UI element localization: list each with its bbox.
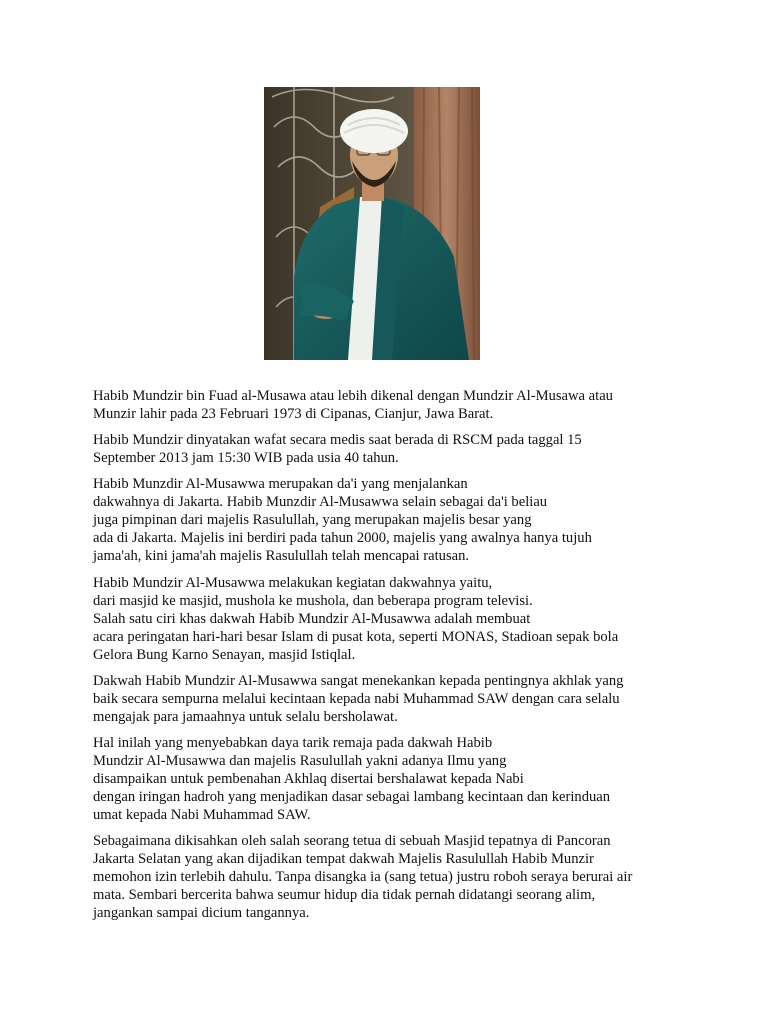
text-line: dengan iringan hadroh yang menjadikan dasar sebagai lambang kecintaan dan kerinduan [93, 788, 611, 805]
text-line: September 2013 jam 15:30 WIB pada usia 40 tahun. [93, 450, 399, 467]
text-line: Dakwah Habib Mundzir Al-Musawwa sangat menekankan kepada pentingnya akhlak yang [93, 672, 624, 689]
text-line: dakwahnya di Jakarta. Habib Munzdir Al-Musawwa selain sebagai da'i beliau [93, 494, 548, 511]
paragraph-3 [93, 475, 683, 565]
text-line: umat kepada Nabi Muhammad SAW. [93, 806, 311, 823]
paragraph-1 [93, 387, 683, 423]
text-line: Gelora Bung Karno Senayan, masjid Istiqlal. [93, 646, 356, 663]
text-line: memohon izin terlebih dahulu. Tanpa disangka ia (sang tetua) justru roboh seraya berurai air [93, 869, 633, 886]
text-line: Jakarta Selatan yang akan dijadikan tempat dakwah Majelis Rasulullah Habib Munzir [93, 851, 594, 868]
text-line: acara peringatan hari-hari besar Islam di pusat kota, seperti MONAS, Stadioan sepak bola [93, 628, 619, 645]
text-line: mata. Sembari bercerita bahwa seumur hidup dia tidak pernah didatangi seorang alim, [93, 887, 596, 904]
text-line: ada di Jakarta. Majelis ini berdiri pada tahun 2000, majelis yang awalnya hanya tujuh [93, 530, 592, 547]
text-line: Hal inilah yang menyebabkan daya tarik remaja pada dakwah Habib [93, 734, 493, 751]
text-line: disampaikan untuk pembenahan Akhlaq disertai bershalawat kepada Nabi [93, 770, 524, 787]
text-line: Habib Mundzir Al-Musawwa melakukan kegiatan dakwahnya yaitu, [93, 574, 493, 591]
portrait-photo [264, 87, 480, 360]
text-line: baik secara sempurna melalui kecintaan kepada nabi Muhammad SAW dengan cara selalu [93, 690, 620, 707]
text-line: jama'ah, kini jama'ah majelis Rasulullah telah mencapai ratusan. [93, 548, 470, 565]
text-line: Sebagaimana dikisahkan oleh salah seorang tetua di sebuah Masjid tepatnya di Pancoran [93, 833, 611, 850]
text-line: juga pimpinan dari majelis Rasulullah, yang merupakan majelis besar yang [93, 512, 532, 529]
text-line: mengajak para jamaahnya untuk selalu bersholawat. [93, 708, 398, 725]
text-line: jangankan sampai dicium tangannya. [93, 905, 310, 922]
article-body [93, 387, 683, 930]
paragraph-4 [93, 574, 683, 664]
text-line: Habib Mundzir dinyatakan wafat secara medis saat berada di RSCM pada taggal 15 [93, 432, 582, 449]
text-line: Habib Munzdir Al-Musawwa merupakan da'i yang menjalankan [93, 476, 468, 493]
paragraph-7 [93, 832, 683, 922]
paragraph-6 [93, 734, 683, 824]
text-line: Munzir lahir pada 23 Februari 1973 di Cipanas, Cianjur, Jawa Barat. [93, 406, 494, 422]
text-line: dari masjid ke masjid, mushola ke mushola, dan beberapa program televisi. [93, 592, 533, 609]
text-line: Salah satu ciri khas dakwah Habib Mundzir Al-Musawwa adalah membuat [93, 610, 531, 627]
text-line: Mundzir Al-Musawwa dan majelis Rasulullah yakni adanya Ilmu yang [93, 752, 507, 769]
portrait-illustration [264, 87, 480, 360]
text-line: Habib Mundzir bin Fuad al-Musawa atau lebih dikenal dengan Mundzir Al-Musawa atau [93, 388, 613, 404]
paragraph-5 [93, 672, 683, 726]
paragraph-2 [93, 431, 683, 467]
